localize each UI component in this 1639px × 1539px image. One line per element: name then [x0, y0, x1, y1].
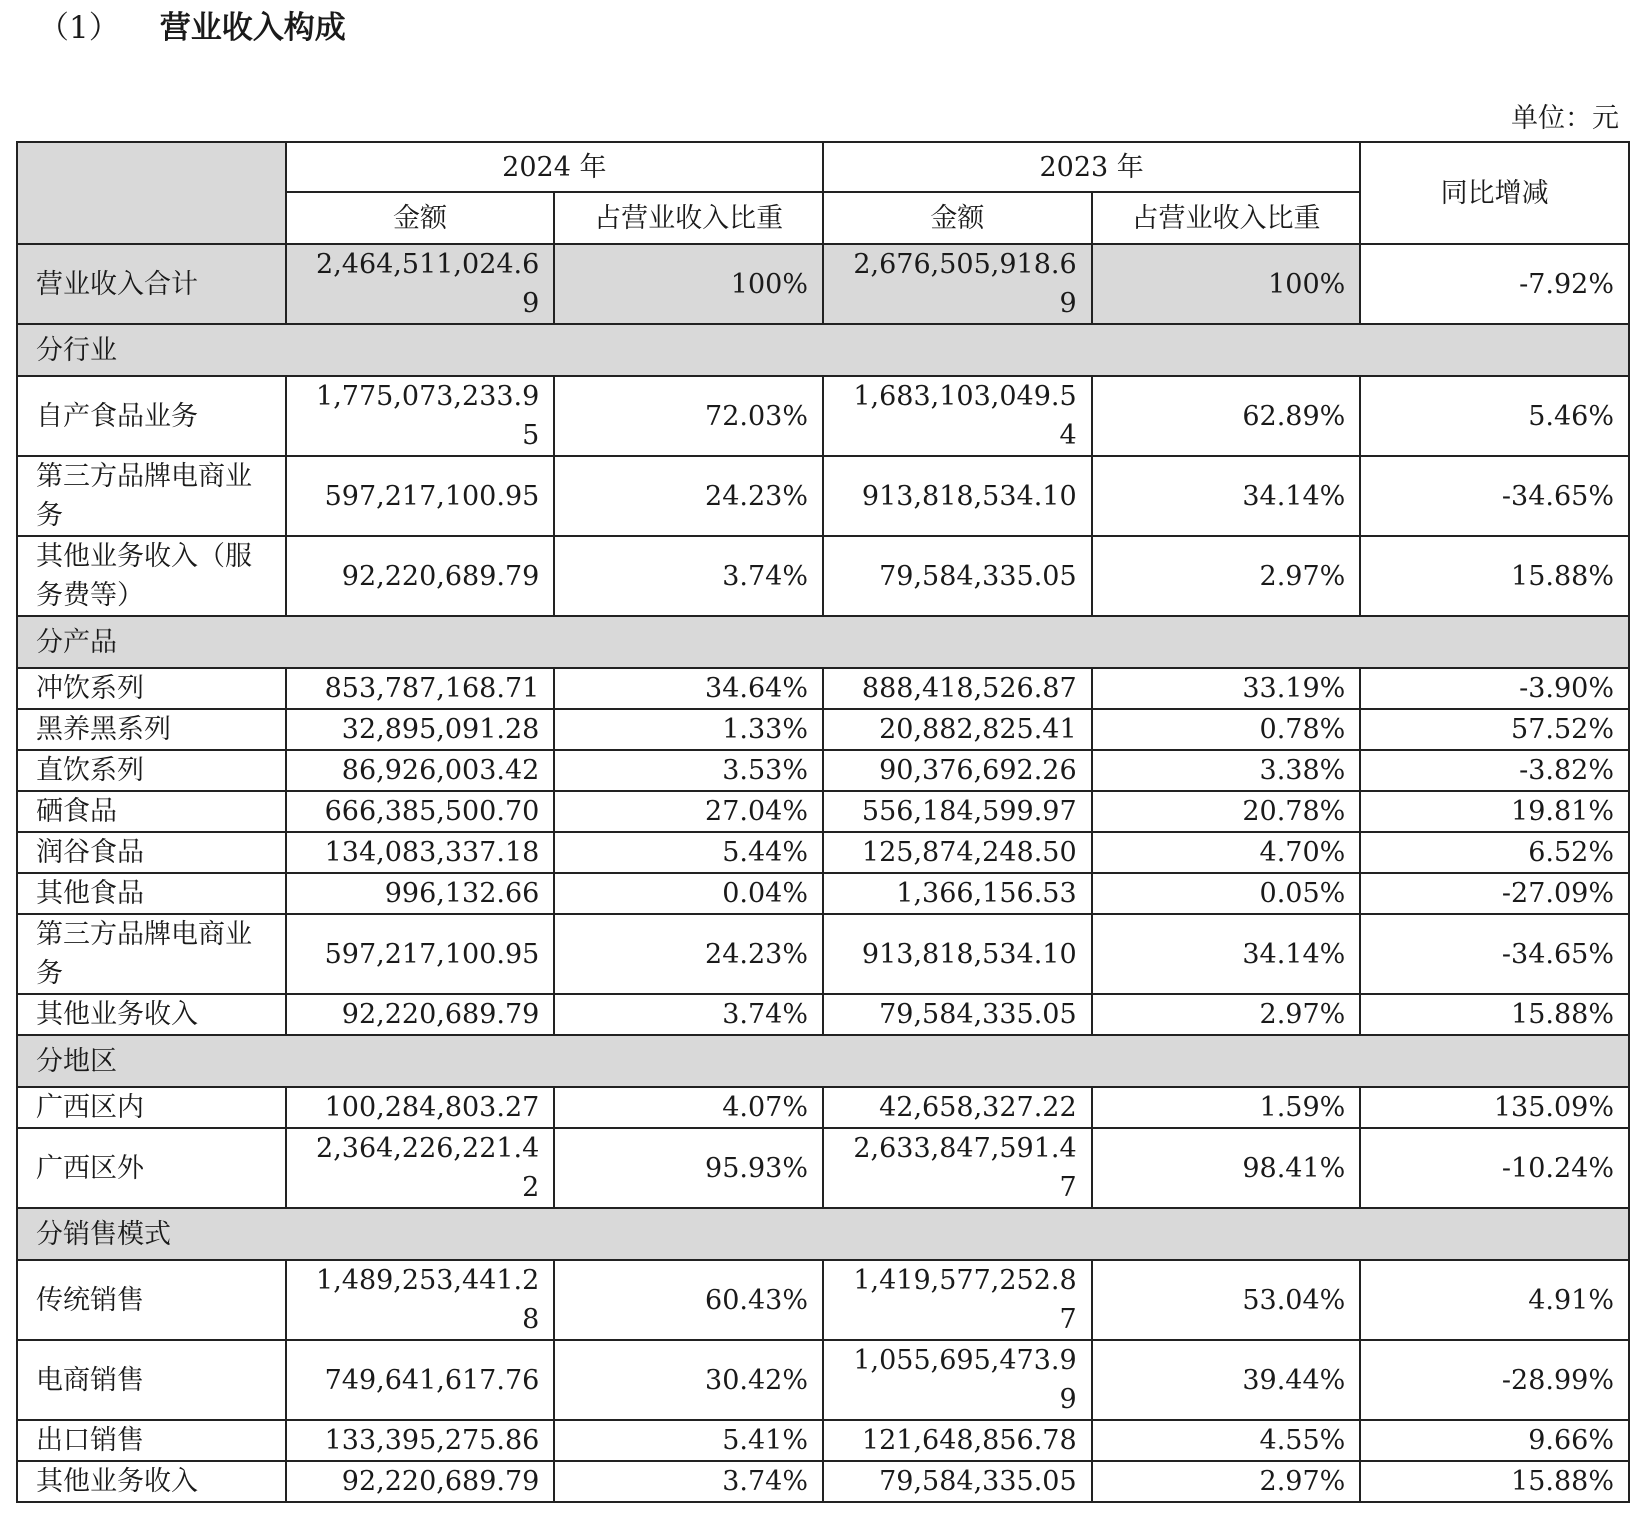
- share-2023: 2.97%: [1092, 1461, 1361, 1502]
- total-row: [17, 244, 1629, 324]
- row-label: 广西区外: [17, 1128, 286, 1208]
- yoy-change: 19.81%: [1360, 791, 1629, 832]
- amount-2023: 556,184,599.97: [823, 791, 1092, 832]
- table-row: [17, 1461, 1629, 1502]
- section-header-row: [17, 616, 1629, 668]
- row-label: 自产食品业务: [17, 376, 286, 456]
- amount-2024: 32,895,091.28: [286, 709, 555, 750]
- yoy-change: 4.91%: [1360, 1260, 1629, 1340]
- amount-2023: 121,648,856.78: [823, 1420, 1092, 1461]
- row-label: 传统销售: [17, 1260, 286, 1340]
- yoy-change: 15.88%: [1360, 536, 1629, 616]
- amount-2023: 888,418,526.87: [823, 668, 1092, 709]
- header-2024: 2024 年: [286, 142, 823, 192]
- share-2024: 30.42%: [554, 1340, 823, 1420]
- unit-label: 单位：元: [1511, 103, 1619, 134]
- yoy-change: -34.65%: [1360, 914, 1629, 994]
- share-2024: 3.74%: [554, 994, 823, 1035]
- amount-2024: 597,217,100.95: [286, 914, 555, 994]
- row-label: 直饮系列: [17, 750, 286, 791]
- share-2024: 1.33%: [554, 709, 823, 750]
- table-row: [17, 456, 1629, 536]
- share-2023: 1.59%: [1092, 1087, 1361, 1128]
- amount-2024: 92,220,689.79: [286, 1461, 555, 1502]
- amount-2024: 1,489,253,441.28: [286, 1260, 555, 1340]
- table-row: [17, 668, 1629, 709]
- share-2024: 95.93%: [554, 1128, 823, 1208]
- share-2024: 3.74%: [554, 536, 823, 616]
- revenue-composition-table: [16, 141, 1630, 1503]
- yoy-change: -7.92%: [1360, 244, 1629, 324]
- table-row: [17, 1128, 1629, 1208]
- table-row: [17, 791, 1629, 832]
- yoy-change: 135.09%: [1360, 1087, 1629, 1128]
- amount-2023: 79,584,335.05: [823, 1461, 1092, 1502]
- row-label: 第三方品牌电商业务: [17, 914, 286, 994]
- yoy-change: 15.88%: [1360, 1461, 1629, 1502]
- table-row: [17, 750, 1629, 791]
- share-2024: 24.23%: [554, 914, 823, 994]
- section-title: [38, 2, 346, 47]
- table-row: [17, 1420, 1629, 1461]
- yoy-change: -3.90%: [1360, 668, 1629, 709]
- row-label: 第三方品牌电商业务: [17, 456, 286, 536]
- row-label: 其他业务收入: [17, 994, 286, 1035]
- row-label: 硒食品: [17, 791, 286, 832]
- amount-2023: 2,676,505,918.69: [823, 244, 1092, 324]
- share-2023: 20.78%: [1092, 791, 1361, 832]
- share-2023: 33.19%: [1092, 668, 1361, 709]
- table-row: [17, 1340, 1629, 1420]
- share-2023: 4.55%: [1092, 1420, 1361, 1461]
- section-number: （1）: [38, 10, 120, 46]
- share-2023: 0.78%: [1092, 709, 1361, 750]
- share-2024: 60.43%: [554, 1260, 823, 1340]
- amount-2023: 913,818,534.10: [823, 914, 1092, 994]
- yoy-change: 5.46%: [1360, 376, 1629, 456]
- share-2023: 34.14%: [1092, 914, 1361, 994]
- yoy-change: 6.52%: [1360, 832, 1629, 873]
- header-2023: 2023 年: [823, 142, 1360, 192]
- share-2023: 4.70%: [1092, 832, 1361, 873]
- row-label: 黑养黑系列: [17, 709, 286, 750]
- section-title-text: 营业收入构成: [159, 10, 346, 46]
- share-2023: 0.05%: [1092, 873, 1361, 914]
- share-2023: 2.97%: [1092, 536, 1361, 616]
- row-label: 其他食品: [17, 873, 286, 914]
- share-2023: 39.44%: [1092, 1340, 1361, 1420]
- share-2024: 24.23%: [554, 456, 823, 536]
- row-label: 冲饮系列: [17, 668, 286, 709]
- amount-2024: 86,926,003.42: [286, 750, 555, 791]
- amount-2023: 1,419,577,252.87: [823, 1260, 1092, 1340]
- yoy-change: 9.66%: [1360, 1420, 1629, 1461]
- table-row: [17, 832, 1629, 873]
- yoy-change: -3.82%: [1360, 750, 1629, 791]
- table-row: [17, 1260, 1629, 1340]
- table-row: [17, 914, 1629, 994]
- amount-2023: 125,874,248.50: [823, 832, 1092, 873]
- table-row: [17, 1087, 1629, 1128]
- table-row: [17, 536, 1629, 616]
- row-label: 其他业务收入（服务费等）: [17, 536, 286, 616]
- header-share-2024: 占营业收入比重: [554, 192, 823, 244]
- share-2024: 34.64%: [554, 668, 823, 709]
- amount-2023: 20,882,825.41: [823, 709, 1092, 750]
- amount-2023: 1,366,156.53: [823, 873, 1092, 914]
- yoy-change: -34.65%: [1360, 456, 1629, 536]
- amount-2024: 749,641,617.76: [286, 1340, 555, 1420]
- row-label: 营业收入合计: [17, 244, 286, 324]
- yoy-change: -27.09%: [1360, 873, 1629, 914]
- table-row: [17, 709, 1629, 750]
- table-row: [17, 376, 1629, 456]
- amount-2024: 853,787,168.71: [286, 668, 555, 709]
- share-2024: 3.74%: [554, 1461, 823, 1502]
- amount-2024: 666,385,500.70: [286, 791, 555, 832]
- amount-2024: 100,284,803.27: [286, 1087, 555, 1128]
- yoy-change: -28.99%: [1360, 1340, 1629, 1420]
- share-2023: 98.41%: [1092, 1128, 1361, 1208]
- header-share-2023: 占营业收入比重: [1092, 192, 1361, 244]
- row-label: 其他业务收入: [17, 1461, 286, 1502]
- amount-2023: 79,584,335.05: [823, 994, 1092, 1035]
- row-label: 润谷食品: [17, 832, 286, 873]
- header-amount-2023: 金额: [823, 192, 1092, 244]
- section-name: 分销售模式: [17, 1208, 1629, 1260]
- section-name: 分产品: [17, 616, 1629, 668]
- amount-2023: 1,683,103,049.54: [823, 376, 1092, 456]
- amount-2023: 90,376,692.26: [823, 750, 1092, 791]
- row-label: 出口销售: [17, 1420, 286, 1461]
- amount-2024: 996,132.66: [286, 873, 555, 914]
- amount-2024: 134,083,337.18: [286, 832, 555, 873]
- share-2024: 100%: [554, 244, 823, 324]
- header-yoy: 同比增减: [1360, 142, 1629, 244]
- amount-2024: 92,220,689.79: [286, 536, 555, 616]
- share-2023: 2.97%: [1092, 994, 1361, 1035]
- share-2024: 3.53%: [554, 750, 823, 791]
- table-row: [17, 994, 1629, 1035]
- share-2024: 27.04%: [554, 791, 823, 832]
- amount-2023: 2,633,847,591.47: [823, 1128, 1092, 1208]
- amount-2024: 597,217,100.95: [286, 456, 555, 536]
- amount-2024: 92,220,689.79: [286, 994, 555, 1035]
- yoy-change: 15.88%: [1360, 994, 1629, 1035]
- share-2023: 100%: [1092, 244, 1361, 324]
- yoy-change: -10.24%: [1360, 1128, 1629, 1208]
- share-2024: 72.03%: [554, 376, 823, 456]
- amount-2024: 1,775,073,233.95: [286, 376, 555, 456]
- share-2023: 62.89%: [1092, 376, 1361, 456]
- share-2023: 3.38%: [1092, 750, 1361, 791]
- row-label: 电商销售: [17, 1340, 286, 1420]
- share-2023: 34.14%: [1092, 456, 1361, 536]
- amount-2023: 1,055,695,473.99: [823, 1340, 1092, 1420]
- table-row: [17, 873, 1629, 914]
- section-name: 分行业: [17, 324, 1629, 376]
- header-amount-2024: 金额: [286, 192, 555, 244]
- amount-2023: 42,658,327.22: [823, 1087, 1092, 1128]
- amount-2024: 2,464,511,024.69: [286, 244, 555, 324]
- amount-2024: 2,364,226,221.42: [286, 1128, 555, 1208]
- header-blank: [17, 142, 286, 244]
- share-2024: 4.07%: [554, 1087, 823, 1128]
- yoy-change: 57.52%: [1360, 709, 1629, 750]
- amount-2024: 133,395,275.86: [286, 1420, 555, 1461]
- share-2023: 53.04%: [1092, 1260, 1361, 1340]
- amount-2023: 79,584,335.05: [823, 536, 1092, 616]
- share-2024: 5.41%: [554, 1420, 823, 1461]
- section-header-row: [17, 324, 1629, 376]
- amount-2023: 913,818,534.10: [823, 456, 1092, 536]
- row-label: 广西区内: [17, 1087, 286, 1128]
- share-2024: 0.04%: [554, 873, 823, 914]
- section-header-row: [17, 1035, 1629, 1087]
- share-2024: 5.44%: [554, 832, 823, 873]
- section-header-row: [17, 1208, 1629, 1260]
- section-name: 分地区: [17, 1035, 1629, 1087]
